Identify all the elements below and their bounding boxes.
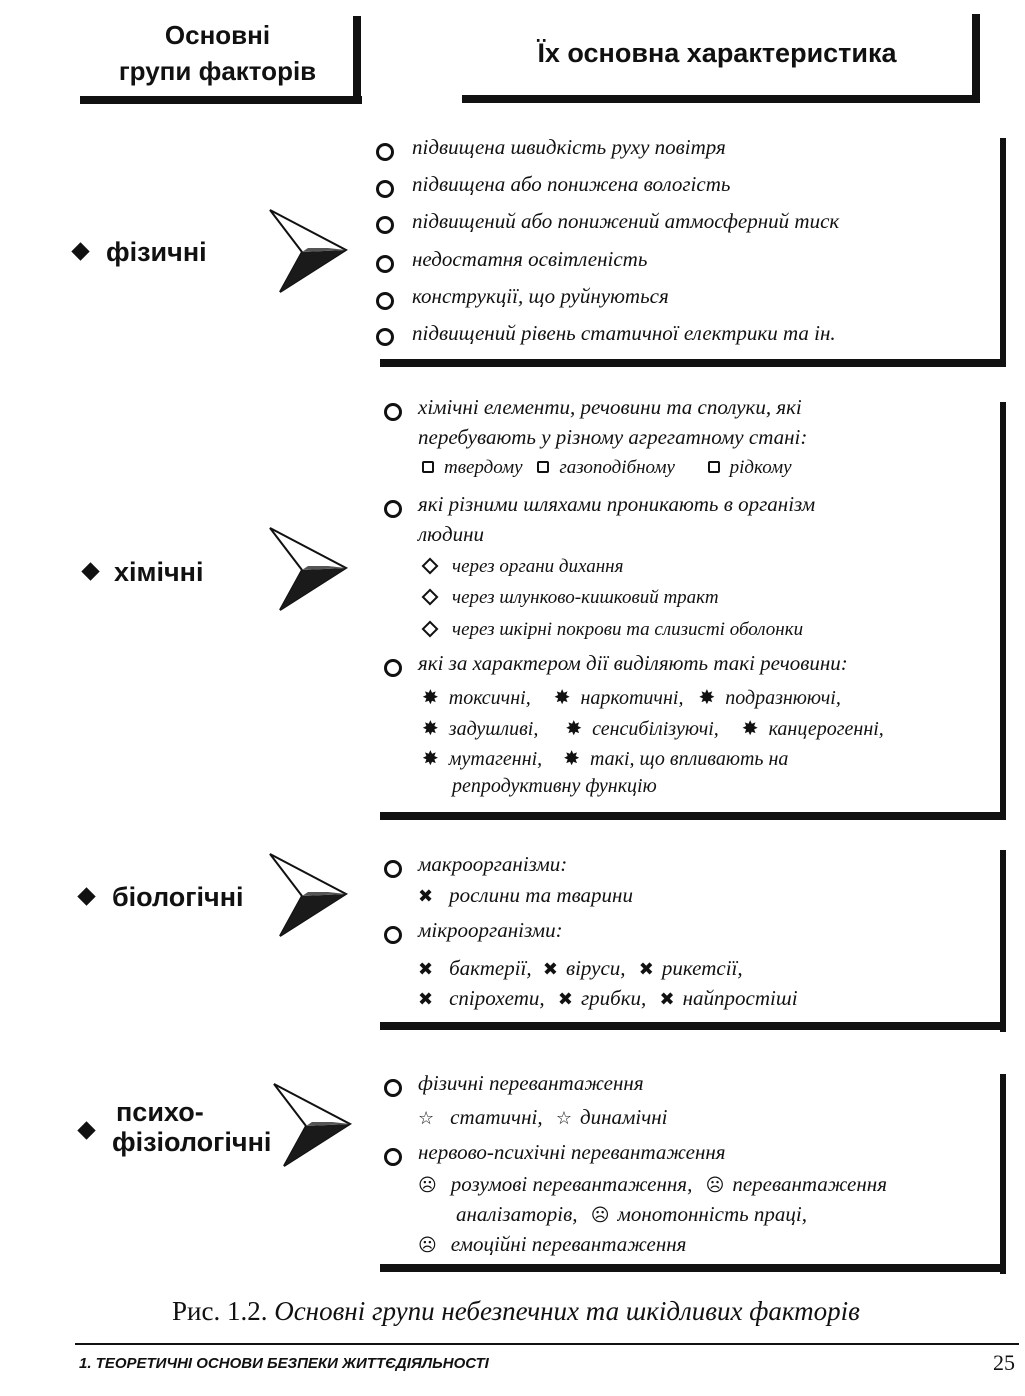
figure-caption xyxy=(172,1296,860,1327)
bullet-diamond-outline-icon xyxy=(422,621,439,638)
cross-bullet-icon: ✖ xyxy=(557,989,573,1010)
chemical-action-row1 xyxy=(422,684,841,711)
bullet-circle-icon xyxy=(376,328,394,346)
group-label-psycho-line2: фізіологічні xyxy=(112,1127,272,1157)
micro-item: найпростіші xyxy=(682,986,798,1010)
state-solid: твердому xyxy=(444,457,523,478)
cross-bullet-icon: ✖ xyxy=(418,886,434,907)
page-number: 25 xyxy=(993,1350,1015,1375)
chemical-action-row3 xyxy=(422,745,788,772)
micro-item: грибки, xyxy=(580,986,647,1010)
physical-item: підвищена швидкість руху повітря xyxy=(412,135,726,159)
chemical-panel-bottombar xyxy=(380,812,1006,820)
bullet-diamond-icon xyxy=(71,242,89,260)
psycho-physical: фізичні перевантаження xyxy=(418,1071,644,1095)
asterisk-bullet-icon: ✸ xyxy=(422,746,439,770)
arrow-psychophysiological-icon xyxy=(272,1082,352,1168)
nervous-item: перевантаження xyxy=(732,1172,887,1196)
chemical-action-row2 xyxy=(422,715,884,742)
macro-items-text: рослини та тварини xyxy=(449,883,633,907)
cross-bullet-icon: ✖ xyxy=(542,959,558,980)
psycho-panel-rightbar xyxy=(1000,1074,1006,1274)
cross-bullet-icon: ✖ xyxy=(418,959,434,980)
route-item xyxy=(420,585,719,611)
bullet-diamond-outline-icon xyxy=(422,558,439,575)
biological-macro-items xyxy=(418,882,633,910)
biological-micro: мікроорганізми: xyxy=(418,918,563,942)
bullet-circle-icon xyxy=(384,500,402,518)
bullet-circle-icon xyxy=(384,659,402,677)
arrow-biological-icon xyxy=(268,852,348,938)
route-text: через шлунково-кишковий тракт xyxy=(452,587,719,608)
arrow-chemical-icon xyxy=(268,526,348,612)
nervous-item: аналізаторів, xyxy=(456,1202,578,1226)
route-item xyxy=(420,617,803,643)
psycho-nervous-row2 xyxy=(456,1201,807,1229)
bullet-square-icon xyxy=(422,461,434,473)
micro-item: спірохети, xyxy=(449,986,545,1010)
sad-face-icon: ☹ xyxy=(705,1175,725,1196)
asterisk-bullet-icon: ✸ xyxy=(553,685,571,709)
star-outline-icon: ☆ xyxy=(555,1108,572,1129)
bullet-diamond-icon xyxy=(77,1121,95,1139)
cross-bullet-icon: ✖ xyxy=(418,989,434,1010)
action-item: токсичні, xyxy=(448,687,531,709)
physical-load-item: динамічні xyxy=(579,1105,668,1129)
chemical-states-row xyxy=(422,455,792,481)
bullet-circle-icon xyxy=(376,255,394,273)
bullet-circle-icon xyxy=(384,1079,402,1097)
bullet-circle-icon xyxy=(384,403,402,421)
asterisk-bullet-icon: ✸ xyxy=(422,685,439,709)
sad-face-icon: ☹ xyxy=(418,1235,437,1256)
bullet-square-icon xyxy=(708,461,720,473)
bullet-circle-icon xyxy=(376,180,394,198)
group-label-biological: біологічні xyxy=(112,882,244,912)
state-gas: газоподібному xyxy=(559,457,675,478)
group-label-psycho-line1: психо- xyxy=(116,1097,204,1127)
biological-micro-row2 xyxy=(418,985,798,1013)
figure-caption-title: Основні групи небезпечних та шкідливих факторів xyxy=(274,1296,860,1326)
sad-face-icon: ☹ xyxy=(418,1175,437,1196)
group-label-physical: фізичні xyxy=(106,237,207,267)
micro-item: рикетсії, xyxy=(661,956,743,980)
action-item: канцерогенні, xyxy=(768,718,884,740)
bullet-diamond-icon xyxy=(81,562,99,580)
physical-load-item: статичні, xyxy=(450,1105,543,1129)
biological-micro-row1 xyxy=(418,955,743,983)
physical-item: недостатня освітленість xyxy=(412,247,648,271)
physical-panel-rightbar xyxy=(1000,138,1006,366)
psycho-panel-bottombar xyxy=(380,1264,1006,1272)
action-item: подразнюючі, xyxy=(725,687,841,709)
biological-panel-rightbar xyxy=(1000,850,1006,1032)
route-text: через шкірні покрови та слизисті оболонки xyxy=(452,619,804,640)
header-groups-underline xyxy=(80,96,362,104)
route-item xyxy=(420,554,623,580)
bullet-square-icon xyxy=(537,461,549,473)
route-text: через органи дихання xyxy=(452,556,624,577)
micro-item: віруси, xyxy=(565,956,626,980)
nervous-item: монотонність праці, xyxy=(617,1202,808,1226)
state-liquid: рідкому xyxy=(729,457,792,478)
physical-item: підвищена або понижена вологість xyxy=(412,172,731,196)
header-characteristics-title: Їх основна характеристика xyxy=(537,38,897,68)
header-characteristics-underline xyxy=(462,95,980,103)
psycho-physical-items xyxy=(418,1104,668,1132)
arrow-physical-icon xyxy=(268,208,348,294)
header-groups-line1: Основні xyxy=(164,20,271,50)
nervous-item: емоційні перевантаження xyxy=(450,1232,687,1256)
chemical-intro-line1: хімічні елементи, речовини та сполуки, які xyxy=(418,395,802,419)
chemical-action-row4: репродуктивну функцію xyxy=(452,775,657,797)
action-item: наркотичні, xyxy=(580,687,684,709)
action-item: мутагенні, xyxy=(448,748,543,770)
header-characteristics-rightbar xyxy=(972,14,980,103)
psycho-nervous-row1 xyxy=(418,1171,887,1199)
header-groups-box xyxy=(80,10,355,100)
biological-panel-bottombar xyxy=(380,1022,1006,1030)
bullet-circle-icon xyxy=(376,216,394,234)
action-item: задушливі, xyxy=(448,718,539,740)
physical-item: конструкції, що руйнуються xyxy=(412,284,669,308)
header-characteristics-box xyxy=(462,10,972,100)
sad-face-icon: ☹ xyxy=(590,1205,610,1226)
bullet-circle-icon xyxy=(384,1148,402,1166)
cross-bullet-icon: ✖ xyxy=(638,959,654,980)
asterisk-bullet-icon: ✸ xyxy=(563,746,580,770)
psycho-nervous-row3 xyxy=(418,1231,686,1259)
biological-macro: макроорганізми: xyxy=(418,852,568,876)
psycho-nervous: нервово-психічні перевантаження xyxy=(418,1140,726,1164)
asterisk-bullet-icon: ✸ xyxy=(698,685,716,709)
footer-rule xyxy=(75,1343,1019,1345)
bullet-circle-icon xyxy=(376,292,394,310)
group-label-chemical: хімічні xyxy=(114,557,204,587)
header-groups-line2: групи факторів xyxy=(118,56,317,86)
bullet-circle-icon xyxy=(376,143,394,161)
chemical-routes-line1: які різними шляхами проникають в організм xyxy=(418,492,816,516)
asterisk-bullet-icon: ✸ xyxy=(422,716,439,740)
micro-item: бактерії, xyxy=(449,956,532,980)
running-title: 1. ТЕОРЕТИЧНІ ОСНОВИ БЕЗПЕКИ ЖИТТЄДІЯЛЬНОСТІ xyxy=(79,1355,489,1372)
action-item: такі, що впливають на xyxy=(589,748,789,770)
physical-panel-bottombar xyxy=(380,359,1006,367)
nervous-item: розумові перевантаження, xyxy=(450,1172,693,1196)
asterisk-bullet-icon: ✸ xyxy=(741,716,759,740)
figure-caption-label: Рис. 1.2. xyxy=(172,1296,268,1326)
bullet-circle-icon xyxy=(384,926,402,944)
chemical-action-line: які за характером дії виділяють такі речовини: xyxy=(418,651,848,675)
chemical-intro-line2: перебувають у різному агрегатному стані: xyxy=(418,425,808,449)
asterisk-bullet-icon: ✸ xyxy=(565,716,583,740)
bullet-diamond-outline-icon xyxy=(422,589,439,606)
header-groups-rightbar xyxy=(353,16,361,104)
chemical-routes-line2: людини xyxy=(418,522,485,546)
cross-bullet-icon: ✖ xyxy=(659,989,675,1010)
action-item: сенсибілізуючі, xyxy=(592,718,719,740)
star-outline-icon: ☆ xyxy=(418,1108,435,1129)
physical-item: підвищений або понижений атмосферний тиск xyxy=(412,209,840,233)
physical-item: підвищений рівень статичної електрики та ін. xyxy=(412,321,836,345)
bullet-diamond-icon xyxy=(77,887,95,905)
chemical-panel-rightbar xyxy=(1000,402,1006,820)
bullet-circle-icon xyxy=(384,860,402,878)
